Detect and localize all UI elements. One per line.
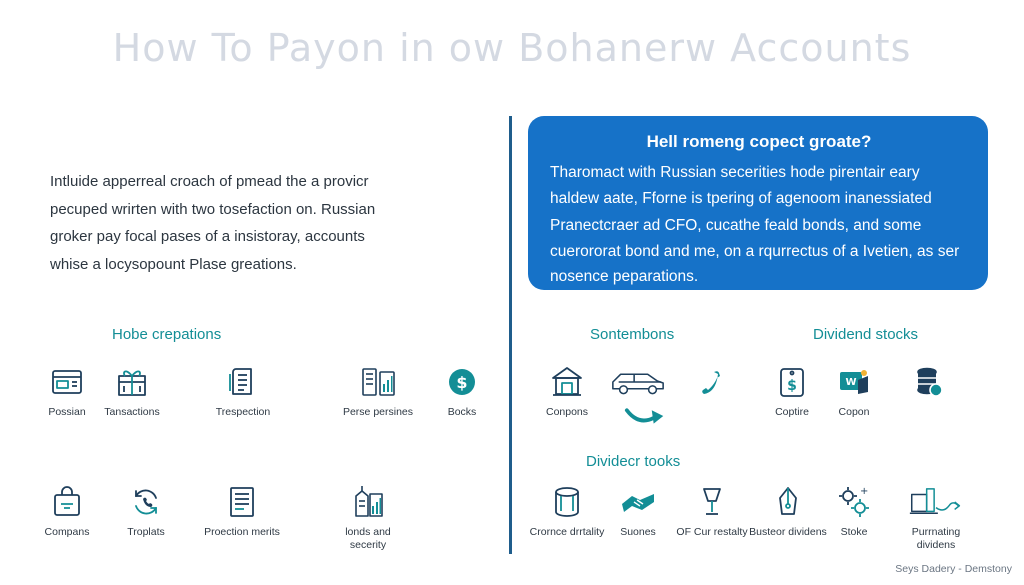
icon-card-trespection[interactable] [201,364,285,419]
arrow-graphic [604,404,688,428]
icon-label: Copon [838,406,870,418]
svg-text:$: $ [456,373,468,392]
icon-label: Possian [48,406,86,418]
browser-window-icon [49,364,85,400]
icon-label: Tansactions [104,406,160,418]
icon-card-londs[interactable] [326,484,410,552]
watermark: Seys Dadery - Demstony [895,563,1012,575]
icon-label: Coptire [775,406,809,418]
trophy-cup-icon [694,484,730,520]
icon-card-troplats[interactable] [104,484,188,539]
phone-handset-icon [692,364,728,400]
pen-tool-icon [770,484,806,520]
icon-label: Perse persines [342,406,414,418]
document-pages-icon [225,364,261,400]
intro-line: groker pay focal pases of a insistoray, accounts [50,228,365,245]
callout-line: Pranectcraer ad CFO, cucathe feald bonds, and some [550,217,922,234]
intro-paragraph [50,168,450,278]
icon-label: Busteor dividens [749,526,827,538]
icon-card-bocks[interactable] [420,364,504,419]
section-label-middle: Sontembons [590,326,675,343]
delivery-arrow-icon [908,484,964,520]
page-title: How To Payon in ow Bohanerw Accounts [112,26,912,70]
icon-label: Troplats [127,526,165,538]
icon-card-coins[interactable] [887,364,971,406]
callout-line: Tharomact with Russian secerities hode pirentair eary [550,164,920,181]
section-label-left: Hobe crepations [112,326,222,343]
svg-text:+: + [860,486,869,497]
dollar-coin-icon [444,364,480,400]
gift-box-icon [114,364,150,400]
coin-stack-icon [911,364,947,400]
icon-card-copon[interactable] [812,364,896,419]
cylinder-stack-icon [549,484,585,520]
gears-icon [836,484,872,520]
curved-arrow-icon [623,404,669,428]
callout-box [528,116,988,290]
intro-line: whise a locysopount Plase greations. [50,255,297,273]
icon-card-tansactions[interactable] [90,364,174,419]
dollar-tag-icon [774,364,810,400]
icon-card-of-cur[interactable] [670,484,754,539]
car-icon [609,364,667,400]
vertical-divider [509,116,512,554]
callout-line: haldew aate, Fforne is tpering of agenoom inanessiated [550,189,932,207]
icon-label: OF Cur restalty [676,526,748,538]
icon-card-purrnating[interactable] [894,484,978,552]
handshake-icon [620,484,656,520]
callout-line: cuerororat bond and me, on a rqurrectus of a Ivetien, as ser [550,242,960,260]
icon-card-phone[interactable] [668,364,752,406]
icon-label: Purrnating dividens [911,526,961,551]
icon-card-proection[interactable] [200,484,284,539]
callout-line: nosence peparations. [550,268,699,285]
icon-label: londs and secerity [345,526,391,551]
refresh-phone-icon [128,484,164,520]
ledger-chart-icon [355,364,401,400]
icon-card-suones[interactable] [596,484,680,539]
svg-text:W: W [845,377,857,388]
icon-label: Trespection [215,406,271,418]
section-label-right: Dividend stocks [813,326,919,343]
icon-label: Stoke [840,526,868,538]
wallet-card-icon [836,364,872,400]
intro-line: pecuped wrirten with two tosefaction on. Russian [50,200,376,218]
svg-text:$: $ [787,378,797,394]
section-label-lower: Dividecr tooks [586,453,681,470]
building-chart-icon [350,484,386,520]
icon-card-compans[interactable] [25,484,109,539]
shopping-bag-icon [49,484,85,520]
bank-building-icon [549,364,585,400]
icon-label: Compans [44,526,90,538]
callout-title: Hell romeng copect groate? [646,132,872,151]
icon-label: Conpons [545,406,589,418]
icon-label: Suones [620,526,656,538]
intro-line: Intluide apperreal croach of pmead the a provicr [50,173,369,190]
icon-label: Bocks [447,406,477,418]
icon-card-stoke[interactable] [812,484,896,539]
icon-label: Crornce drrtality [529,526,605,538]
icon-label: Proection merits [204,526,280,538]
document-list-icon [224,484,260,520]
icon-card-perse-persines[interactable] [336,364,420,419]
